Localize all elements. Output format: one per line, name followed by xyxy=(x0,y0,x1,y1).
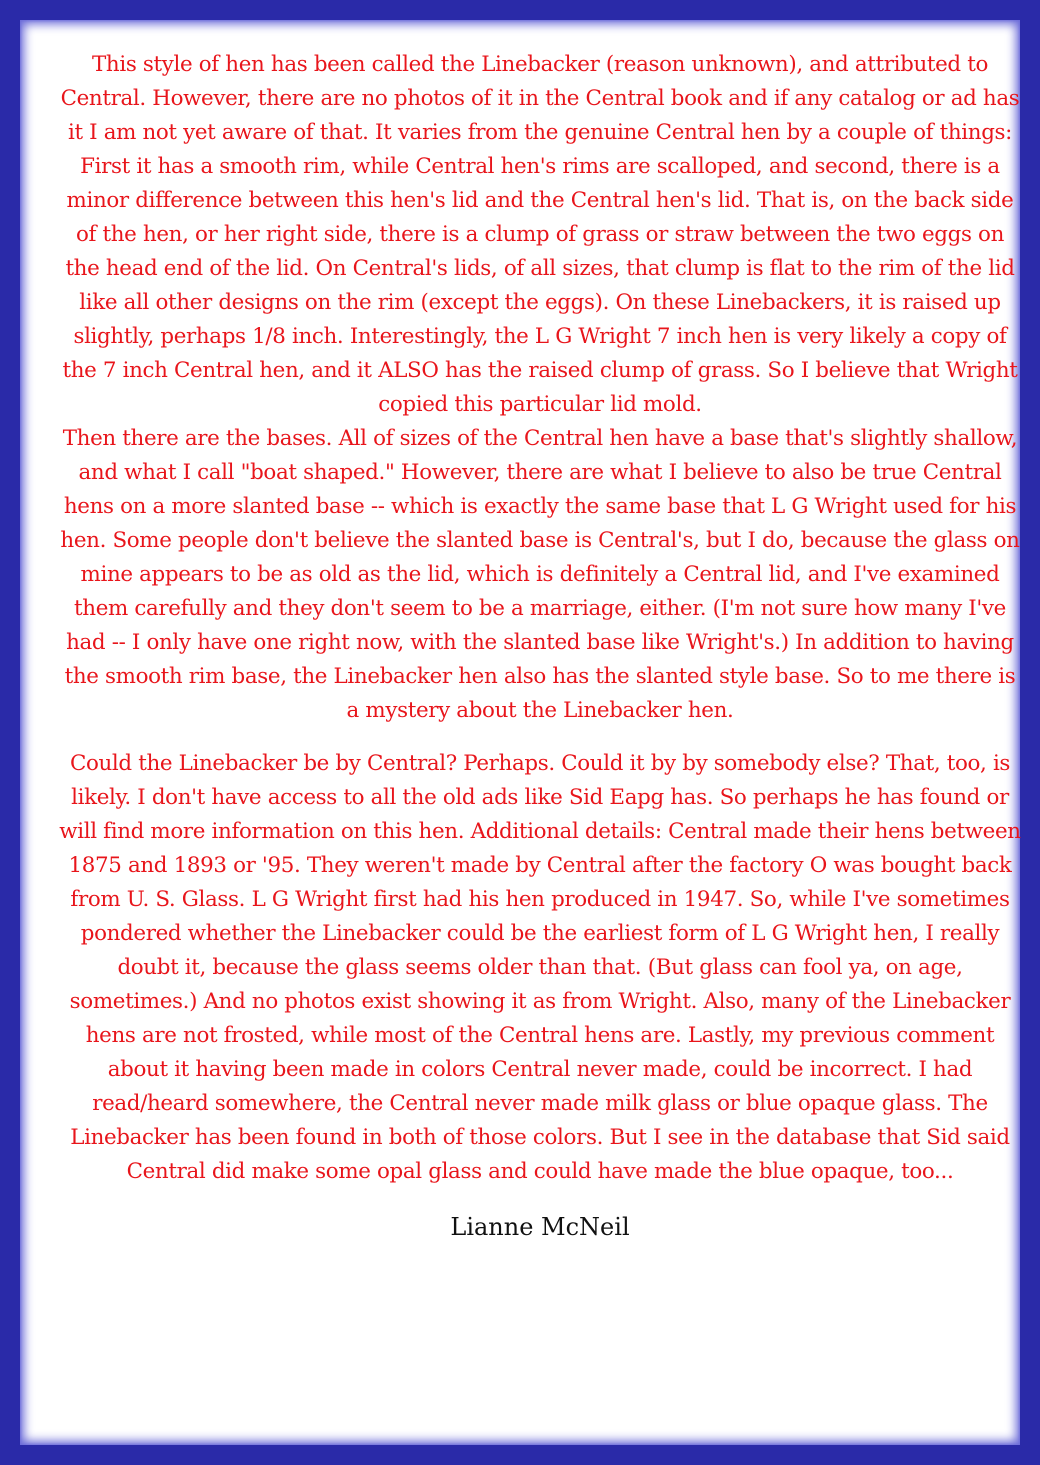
paragraph-3: Could the Linebacker be by Central? Perhaps. Could it by by somebody else? That, too, is likely. I don't have access to all the old ads like Sid Eapg has. So perhaps he has found or will find more information on this hen. Additional details: Central made their hens between 1875 and 1893 or '95. They weren't made by Central after the factory O was bought back from U. S. Glass. L G Wright first had his hen produced in 1947. So, while I've sometimes pondered whether the Linebacker could be the earliest form of L G Wright hen, I really doubt it, because the glass seems older than that. (But glass can fool ya, on age, sometimes.) And no photos exist showing it as from Wright. Also, many of the Linebacker hens are not frosted, while most of the Central hens are. Lastly, my previous comment about it having been made in colors Central never made, could be incorrect. I had read/heard somewhere, the Central never made milk glass or blue opaque glass. The Linebacker has been found in both of those colors. But I see in the database that Sid said Central did make some opal glass and could have made the blue opaque, too... xyxy=(59,751,1021,1184)
letter-body xyxy=(56,48,1024,1244)
paragraph-2: Then there are the bases. All of sizes of the Central hen have a base that's slightly shallow, and what I call "boat shaped." However, there are what I believe to also be true Central hens on a more slanted base -- which is exactly the same base that L G Wright used for his hen. Some people don't believe the slanted base is Central's, but I do, because the glass on mine appears to be as old as the lid, which is definitely a Central lid, and I've examined them carefully and they don't seem to be a marriage, either. (I'm not sure how many I've had -- I only have one right now, with the slanted base like Wright's.) In addition to having the smooth rim base, the Linebacker hen also has the slanted style base. So to me there is a mystery about the Linebacker hen. xyxy=(60,426,1020,723)
author-signature: Lianne McNeil xyxy=(450,1213,630,1241)
paragraph-1: This style of hen has been called the Linebacker (reason unknown), and attributed to Central. However, there are no photos of it in the Central book and if any catalog or ad has it I am not yet aware of that. It varies from the genuine Central hen by a couple of things: First it has a smooth rim, while Central hen's rims are scalloped, and second, there is a minor difference between this hen's lid and the Central hen's lid. That is, on the back side of the hen, or her right side, there is a clump of grass or straw between the two eggs on the head end of the lid. On Central's lids, of all sizes, that clump is flat to the rim of the lid like all other designs on the rim (except the eggs). On these Linebackers, it is raised up slightly, perhaps 1/8 inch. Interestingly, the L G Wright 7 inch hen is very likely a copy of the 7 inch Central hen, and it ALSO has the raised clump of grass. So I believe that Wright copied this particular lid mold. xyxy=(60,52,1020,417)
